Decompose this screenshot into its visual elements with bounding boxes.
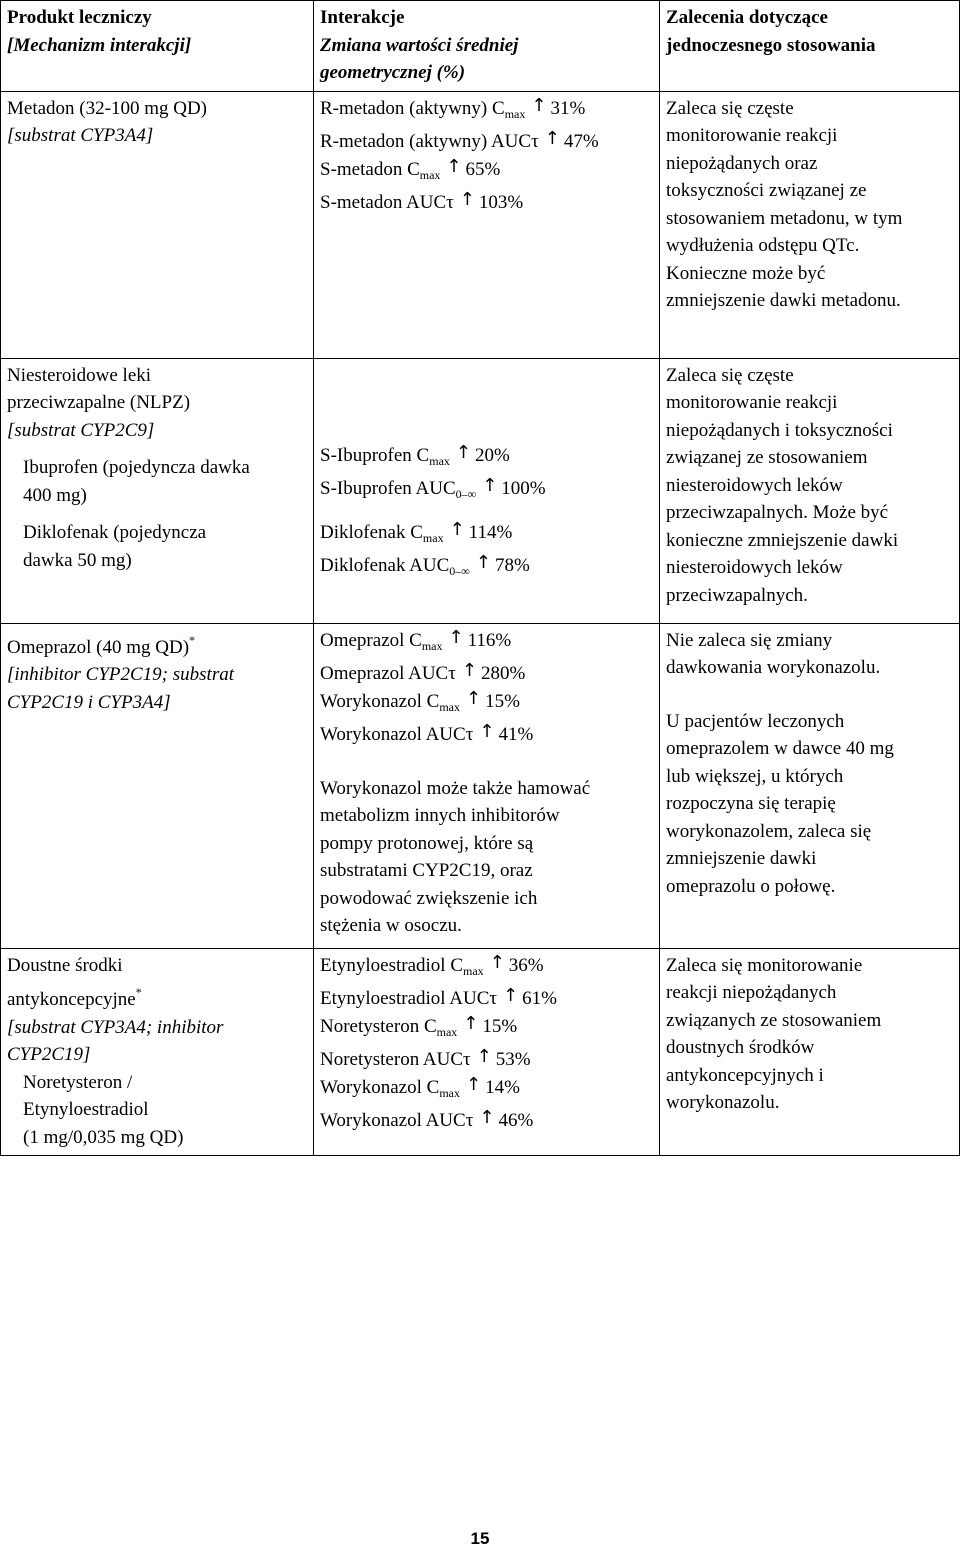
text-line: 400 mg) xyxy=(23,484,87,506)
interaction-line xyxy=(320,1107,653,1135)
text-line: niepożądanych oraz xyxy=(666,152,818,174)
interaction-parameter: S-Ibuprofen AUC xyxy=(320,478,456,499)
increase-arrow-icon: ↑ xyxy=(482,475,498,496)
interaction-value: 103% xyxy=(478,192,524,213)
text-line: (1 mg/0,035 mg QD) xyxy=(23,1126,184,1148)
contraceptives-recommendation-cell xyxy=(660,948,960,1156)
contraceptives-mechanism xyxy=(7,1014,307,1069)
interaction-parameter: S-Ibuprofen C xyxy=(320,444,430,466)
interaction-parameter: Noretysteron AUCτ xyxy=(320,1049,471,1070)
text-line: zmniejszenie dawki metadonu. xyxy=(666,290,901,311)
interaction-subscript: max xyxy=(439,1085,460,1100)
contraceptives-product-2: antykoncepcyjne xyxy=(7,989,136,1010)
increase-arrow-icon: ↑ xyxy=(476,1046,492,1067)
increase-arrow-icon: ↑ xyxy=(479,721,495,742)
interaction-subscript: max xyxy=(439,699,460,714)
text-line: związanej ze stosowaniem xyxy=(666,447,868,468)
increase-arrow-icon: ↑ xyxy=(461,660,477,681)
metadon-recommendation-cell xyxy=(660,91,960,358)
interaction-parameter: Diklofenak AUC xyxy=(320,555,450,576)
interaction-subscript: max xyxy=(463,963,484,978)
interaction-subscript: max xyxy=(419,167,441,182)
interaction-line xyxy=(320,721,653,749)
nsaid-product-cell xyxy=(1,358,314,623)
interaction-subscript: 0–∞ xyxy=(449,564,470,578)
interaction-subscript: max xyxy=(421,638,443,653)
interaction-parameter: Etynyloestradiol C xyxy=(320,954,464,976)
header-recommendations-line1: Zalecenia dotyczące xyxy=(666,7,828,28)
interaction-line xyxy=(320,985,653,1013)
interaction-line xyxy=(320,95,653,129)
text-line: worykonazolem, zaleca się xyxy=(666,820,872,842)
header-product xyxy=(1,1,314,92)
text-line: worykonazolu. xyxy=(666,1092,780,1113)
omeprazol-recommendation-a xyxy=(666,627,953,682)
text-line: Noretysteron / xyxy=(23,1071,133,1093)
interaction-subscript: max xyxy=(429,453,450,468)
interaction-parameter: Worykonazol AUCτ xyxy=(320,1110,474,1131)
contraceptives-footnote-mark: * xyxy=(135,985,142,999)
header-interactions-sub1: Zmiana wartości średniej xyxy=(320,34,519,56)
increase-arrow-icon: ↑ xyxy=(544,128,560,149)
increase-arrow-icon: ↑ xyxy=(465,687,482,709)
metadon-interactions xyxy=(320,95,653,217)
interaction-value: 280% xyxy=(480,663,526,684)
text-line: substratami CYP2C19, oraz xyxy=(320,860,533,881)
header-recommendations xyxy=(660,1,960,92)
increase-arrow-icon: ↑ xyxy=(489,951,505,973)
text-line: U pacjentów leczonych xyxy=(666,710,845,732)
interaction-line xyxy=(320,1074,653,1108)
interaction-value: 114% xyxy=(468,521,513,543)
interaction-line xyxy=(320,519,653,553)
interaction-value: 100% xyxy=(501,478,546,499)
omeprazol-footnote-mark: * xyxy=(189,632,196,647)
header-recommendations-line2: jednoczesnego stosowania xyxy=(666,34,876,56)
header-interactions xyxy=(314,1,660,92)
increase-arrow-icon: ↑ xyxy=(449,518,465,540)
text-line: Niesteroidowe leki xyxy=(7,364,152,386)
text-line: przeciwzapalnych. Może być xyxy=(666,502,889,523)
nsaid-interactions-diklofenak xyxy=(320,519,653,586)
interaction-value: 116% xyxy=(467,629,512,651)
interaction-subscript: max xyxy=(422,530,444,545)
header-mechanism-title: [Mechanizm interakcji] xyxy=(7,34,192,56)
interaction-line xyxy=(320,688,653,722)
omeprazol-product-line xyxy=(7,627,307,662)
omeprazol-mechanism xyxy=(7,661,307,716)
text-line: omeprazolem w dawce 40 mg xyxy=(666,738,894,759)
text-line: reakcji niepożądanych xyxy=(666,982,837,1003)
text-line: monitorowanie reakcji xyxy=(666,392,838,413)
contraceptives-agents xyxy=(7,1069,307,1152)
text-line: Zaleca się częste xyxy=(666,364,794,386)
interaction-parameter: Etynyloestradiol AUCτ xyxy=(320,988,498,1009)
header-interactions-title: Interakcje xyxy=(320,7,405,28)
interaction-parameter: R-metadon (aktywny) AUCτ xyxy=(320,131,539,152)
interaction-subscript: max xyxy=(436,1024,458,1039)
interaction-value: 53% xyxy=(495,1049,531,1070)
omeprazol-product: Omeprazol (40 mg QD) xyxy=(7,636,190,658)
interaction-line xyxy=(320,156,653,190)
contraceptives-product-line2 xyxy=(7,979,307,1014)
metadon-product-cell xyxy=(1,91,314,358)
text-line: dawka 50 mg) xyxy=(23,549,132,571)
text-line: powodować zwiększenie ich xyxy=(320,887,538,909)
text-line: niepożądanych i toksyczności xyxy=(666,419,893,441)
text-line: toksyczności związanej ze xyxy=(666,180,867,201)
interaction-parameter: Omeprazol C xyxy=(320,629,422,651)
text-line: Etynyloestradiol xyxy=(23,1099,149,1120)
interaction-parameter: R-metadon (aktywny) C xyxy=(320,97,505,119)
increase-arrow-icon: ↑ xyxy=(463,1012,479,1034)
interaction-parameter: Worykonazol C xyxy=(320,1076,440,1098)
nsaid-interactions-cell xyxy=(314,358,660,623)
increase-arrow-icon: ↑ xyxy=(503,985,519,1006)
text-line: konieczne zmniejszenie dawki xyxy=(666,529,899,551)
nsaid-recommendation xyxy=(666,362,953,610)
interaction-value: 46% xyxy=(498,1110,534,1131)
text-line: zmniejszenie dawki xyxy=(666,848,817,869)
increase-arrow-icon: ↑ xyxy=(479,1107,495,1128)
table-header-row xyxy=(1,1,960,92)
interaction-value: 61% xyxy=(522,988,557,1009)
metadon-product: Metadon (32-100 mg QD) xyxy=(7,97,207,119)
interaction-parameter: S-metadon AUCτ xyxy=(320,192,454,213)
text-line: Ibuprofen (pojedyncza dawka xyxy=(23,457,250,478)
text-line: omeprazolu o połowę. xyxy=(666,875,836,897)
omeprazol-recommendation-b xyxy=(666,708,953,901)
interaction-parameter: Noretysteron C xyxy=(320,1015,437,1037)
text-line: doustnych środków xyxy=(666,1037,815,1058)
interaction-value: 78% xyxy=(494,555,530,576)
contraceptives-interactions xyxy=(320,952,653,1135)
contraceptives-interactions-cell xyxy=(314,948,660,1156)
text-line: związanych ze stosowaniem xyxy=(666,1009,882,1031)
text-line: Worykonazol może także hamować xyxy=(320,777,591,799)
text-line: [inhibitor CYP2C19; substrat xyxy=(7,664,234,685)
text-line: CYP2C19 i CYP3A4] xyxy=(7,691,171,713)
nsaid-mechanism: [substrat CYP2C9] xyxy=(7,419,155,441)
text-line: stosowaniem metadonu, w tym xyxy=(666,207,903,229)
interaction-line xyxy=(320,1013,653,1047)
interaction-value: 15% xyxy=(485,690,520,712)
interaction-line xyxy=(320,552,653,586)
text-line: CYP2C19] xyxy=(7,1044,91,1065)
text-line: lub większej, u których xyxy=(666,765,844,787)
text-line: dawkowania worykonazolu. xyxy=(666,657,881,678)
header-interactions-sub2: geometrycznej (%) xyxy=(320,62,466,83)
header-product-title: Produkt leczniczy xyxy=(7,7,152,28)
text-line: antykoncepcyjnych i xyxy=(666,1064,824,1086)
interaction-line xyxy=(320,627,653,661)
text-line: rozpoczyna się terapię xyxy=(666,793,836,814)
omeprazol-recommendation-cell xyxy=(660,623,960,948)
text-line: monitorowanie reakcji xyxy=(666,125,838,146)
omeprazol-interactions xyxy=(320,627,653,749)
interaction-line xyxy=(320,442,653,476)
table-row-metadon xyxy=(1,91,960,358)
interaction-line xyxy=(320,475,653,509)
text-line: przeciwzapalnych. xyxy=(666,584,808,606)
interaction-line xyxy=(320,189,653,217)
omeprazol-product-cell xyxy=(1,623,314,948)
text-line: Diklofenak (pojedyncza xyxy=(23,522,207,543)
interaction-parameter: Diklofenak C xyxy=(320,521,423,543)
text-line: Zaleca się monitorowanie xyxy=(666,954,863,976)
nsaid-ibuprofen xyxy=(7,454,307,509)
contraceptives-product-line1: Doustne środki xyxy=(7,954,123,976)
increase-arrow-icon: ↑ xyxy=(455,441,471,463)
interaction-line xyxy=(320,1046,653,1074)
interaction-value: 20% xyxy=(475,444,510,466)
interaction-parameter: Worykonazol AUCτ xyxy=(320,724,474,745)
nsaid-recommendation-cell xyxy=(660,358,960,623)
interaction-value: 36% xyxy=(508,954,544,976)
interaction-value: 31% xyxy=(550,97,586,119)
increase-arrow-icon: ↑ xyxy=(459,189,475,210)
metadon-mechanism: [substrat CYP3A4] xyxy=(7,125,154,146)
contraceptives-product-cell xyxy=(1,948,314,1156)
text-line: Zaleca się częste xyxy=(666,97,794,119)
interaction-line xyxy=(320,952,653,986)
interaction-line xyxy=(320,660,653,688)
interaction-subscript: max xyxy=(504,106,526,121)
increase-arrow-icon: ↑ xyxy=(465,1073,482,1095)
interaction-value: 14% xyxy=(485,1076,520,1098)
increase-arrow-icon: ↑ xyxy=(448,626,464,648)
text-line: wydłużenia odstępu QTc. xyxy=(666,235,860,256)
text-line: przeciwzapalne (NLPZ) xyxy=(7,392,191,413)
omeprazol-note xyxy=(320,775,653,940)
page-number: 15 xyxy=(470,1529,490,1548)
text-line: niesteroidowych leków xyxy=(666,557,843,578)
increase-arrow-icon: ↑ xyxy=(531,94,547,116)
text-line: [substrat CYP3A4; inhibitor xyxy=(7,1016,224,1038)
interaction-value: 65% xyxy=(465,158,501,180)
interaction-value: 41% xyxy=(498,724,534,745)
table-row-nsaid xyxy=(1,358,960,623)
text-line: niesteroidowych leków xyxy=(666,474,843,496)
interaction-parameter: Omeprazol AUCτ xyxy=(320,663,456,684)
nsaid-diklofenak xyxy=(7,519,307,574)
table-row-omeprazol xyxy=(1,623,960,948)
contraceptives-recommendation xyxy=(666,952,953,1117)
interaction-line xyxy=(320,128,653,156)
metadon-interactions-cell xyxy=(314,91,660,358)
interaction-value: 15% xyxy=(482,1015,518,1037)
table-row-contraceptives xyxy=(1,948,960,1156)
text-line: metabolizm innych inhibitorów xyxy=(320,805,560,826)
metadon-recommendation xyxy=(666,95,953,315)
increase-arrow-icon: ↑ xyxy=(446,155,462,177)
text-line: stężenia w osoczu. xyxy=(320,915,462,936)
interaction-subscript: 0–∞ xyxy=(455,487,477,501)
nsaid-interactions-ibuprofen xyxy=(320,442,653,509)
text-line: Konieczne może być xyxy=(666,262,826,284)
omeprazol-interactions-cell xyxy=(314,623,660,948)
increase-arrow-icon: ↑ xyxy=(475,552,491,573)
interaction-parameter: S-metadon C xyxy=(320,158,420,180)
text-line: Nie zaleca się zmiany xyxy=(666,629,833,651)
text-line: pompy protonowej, które są xyxy=(320,832,534,854)
interaction-value: 47% xyxy=(563,131,599,152)
interaction-parameter: Worykonazol C xyxy=(320,690,440,712)
nsaid-product xyxy=(7,362,307,417)
